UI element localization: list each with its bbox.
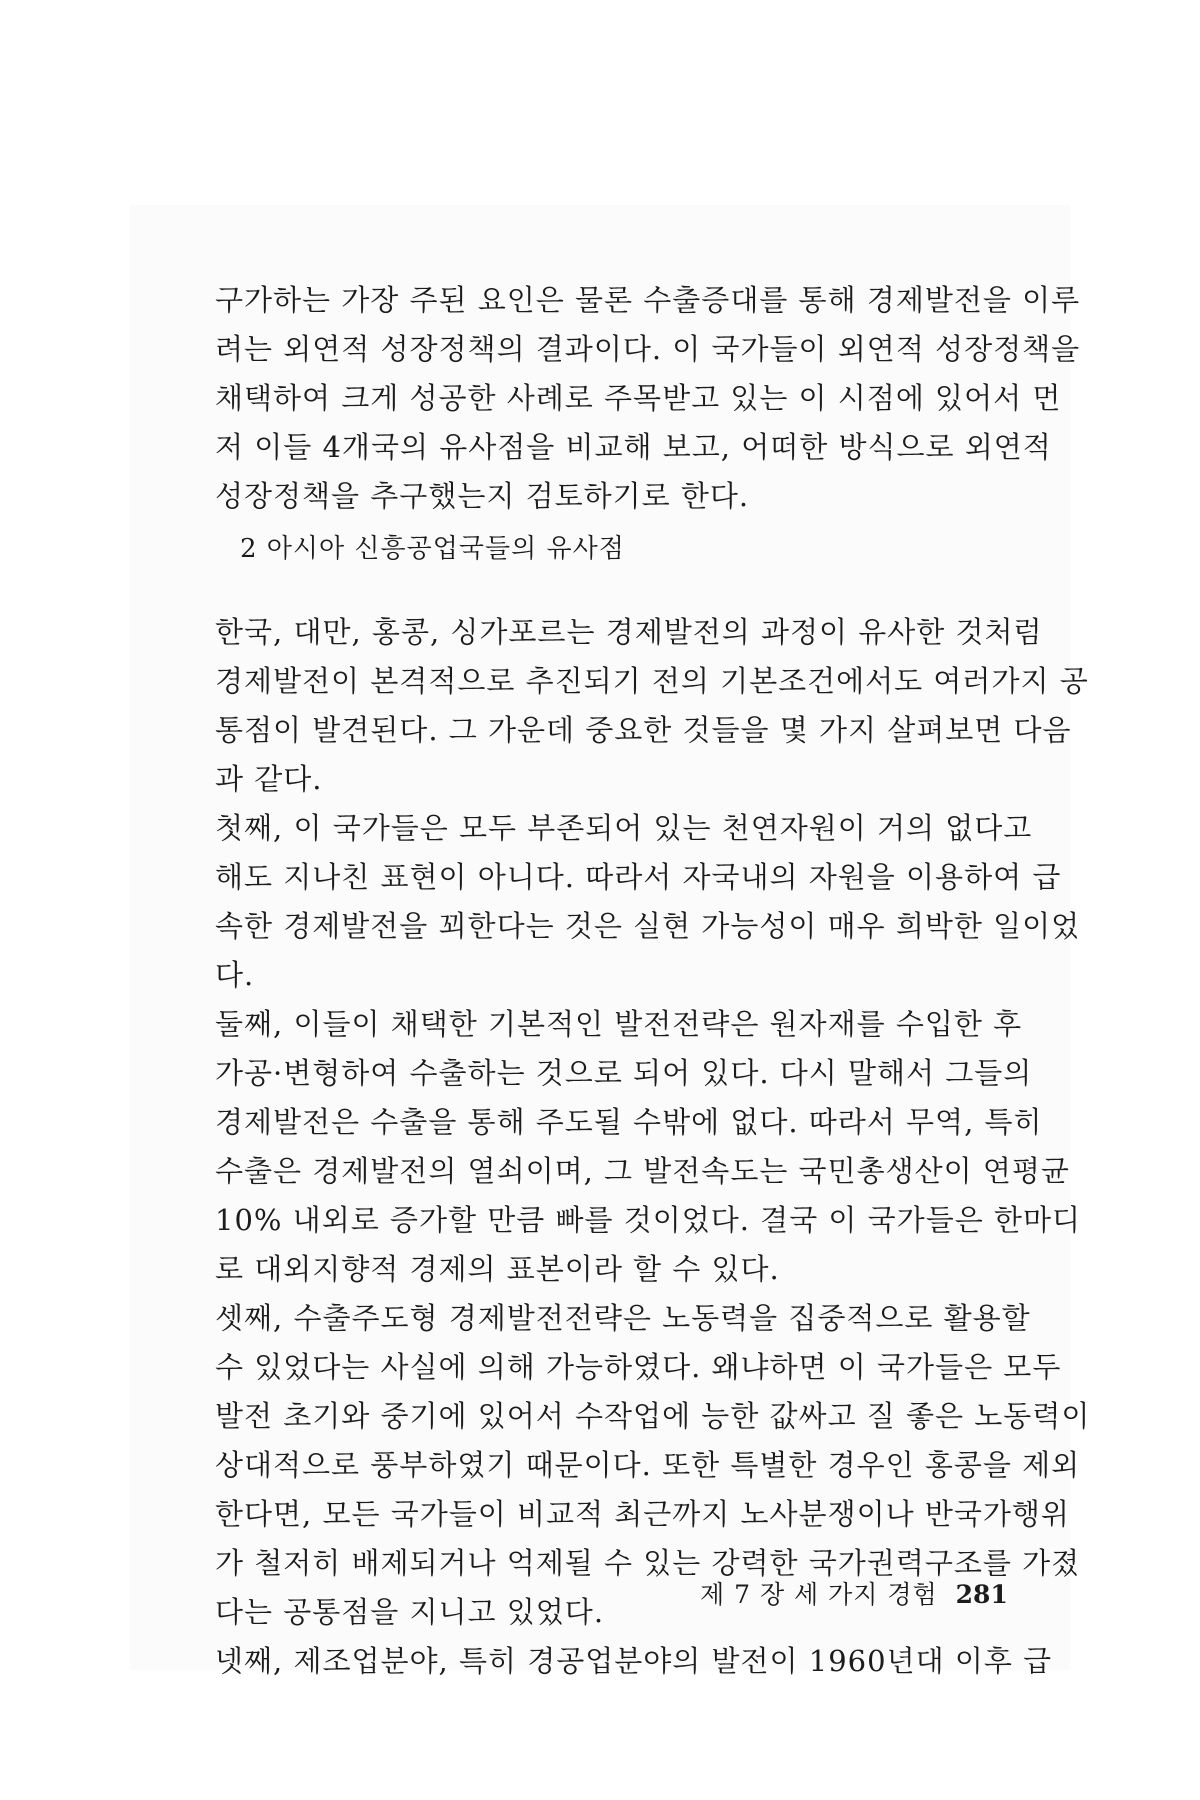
text-line: 과 같다. xyxy=(215,762,323,796)
text-line: 성장정책을 추구했는지 검토하기로 한다. xyxy=(215,479,750,513)
intro-paragraph xyxy=(215,276,1081,521)
text-line: 한국, 대만, 홍콩, 싱가포르는 경제발전의 과정이 유사한 것처럼 xyxy=(215,615,1043,649)
text-line: 10% 내외로 증가할 만큼 빠를 것이었다. 결국 이 국가들은 한마디 xyxy=(215,1203,1081,1237)
body-text xyxy=(215,608,1091,1686)
text-line: 가 철저히 배제되거나 억제될 수 있는 강력한 국가권력구조를 가졌 xyxy=(215,1546,1081,1580)
text-line: 경제발전은 수출을 통해 주도될 수밖에 없다. 따라서 무역, 특히 xyxy=(215,1105,1043,1139)
text-line: 가공·변형하여 수출하는 것으로 되어 있다. 다시 말해서 그들의 xyxy=(215,1056,1033,1090)
text-line: 첫째, 이 국가들은 모두 부존되어 있는 천연자원이 거의 없다고 xyxy=(215,811,1033,845)
section-heading: 2 아시아 신흥공업국들의 유사점 xyxy=(240,534,625,564)
text-line: 려는 외연적 성장정책의 결과이다. 이 국가들이 외연적 성장정책을 xyxy=(215,332,1081,366)
text-line: 속한 경제발전을 꾀한다는 것은 실현 가능성이 매우 희박한 일이었 xyxy=(215,909,1081,943)
text-line: 수 있었다는 사실에 의해 가능하였다. 왜냐하면 이 국가들은 모두 xyxy=(215,1350,1062,1384)
text-line: 둘째, 이들이 채택한 기본적인 발전전략은 원자재를 수입한 후 xyxy=(215,1007,1023,1041)
page-footer xyxy=(700,1575,1008,1611)
text-line: 상대적으로 풍부하였기 때문이다. 또한 특별한 경우인 홍콩을 제외 xyxy=(215,1448,1081,1482)
text-line: 한다면, 모든 국가들이 비교적 최근까지 노사분쟁이나 반국가행위 xyxy=(215,1497,1070,1531)
text-line: 로 대외지향적 경제의 표본이라 할 수 있다. xyxy=(215,1252,780,1286)
text-line: 발전 초기와 중기에 있어서 수작업에 능한 값싸고 질 좋은 노동력이 xyxy=(215,1399,1091,1433)
text-line: 다. xyxy=(215,958,255,992)
text-line: 경제발전이 본격적으로 추진되기 전의 기본조건에서도 여러가지 공 xyxy=(215,664,1089,698)
text-line: 통점이 발견된다. 그 가운데 중요한 것들을 몇 가지 살펴보면 다음 xyxy=(215,713,1072,747)
page-number: 281 xyxy=(955,1580,1008,1609)
text-line: 셋째, 수출주도형 경제발전전략은 노동력을 집중적으로 활용할 xyxy=(215,1301,1031,1335)
text-line: 채택하여 크게 성공한 사례로 주목받고 있는 이 시점에 있어서 먼 xyxy=(215,381,1062,415)
text-line: 저 이들 4개국의 유사점을 비교해 보고, 어떠한 방식으로 외연적 xyxy=(215,430,1052,464)
text-line: 수출은 경제발전의 열쇠이며, 그 발전속도는 국민총생산이 연평균 xyxy=(215,1154,1070,1188)
chapter-label: 제 7 장 세 가지 경험 xyxy=(700,1580,938,1609)
text-line: 구가하는 가장 주된 요인은 물론 수출증대를 통해 경제발전을 이루 xyxy=(215,283,1081,317)
text-line: 넷째, 제조업분야, 특히 경공업분야의 발전이 1960년대 이후 급 xyxy=(215,1644,1053,1678)
text-line: 다는 공통점을 지니고 있었다. xyxy=(215,1595,605,1629)
text-line: 해도 지나친 표현이 아니다. 따라서 자국내의 자원을 이용하여 급 xyxy=(215,860,1062,894)
